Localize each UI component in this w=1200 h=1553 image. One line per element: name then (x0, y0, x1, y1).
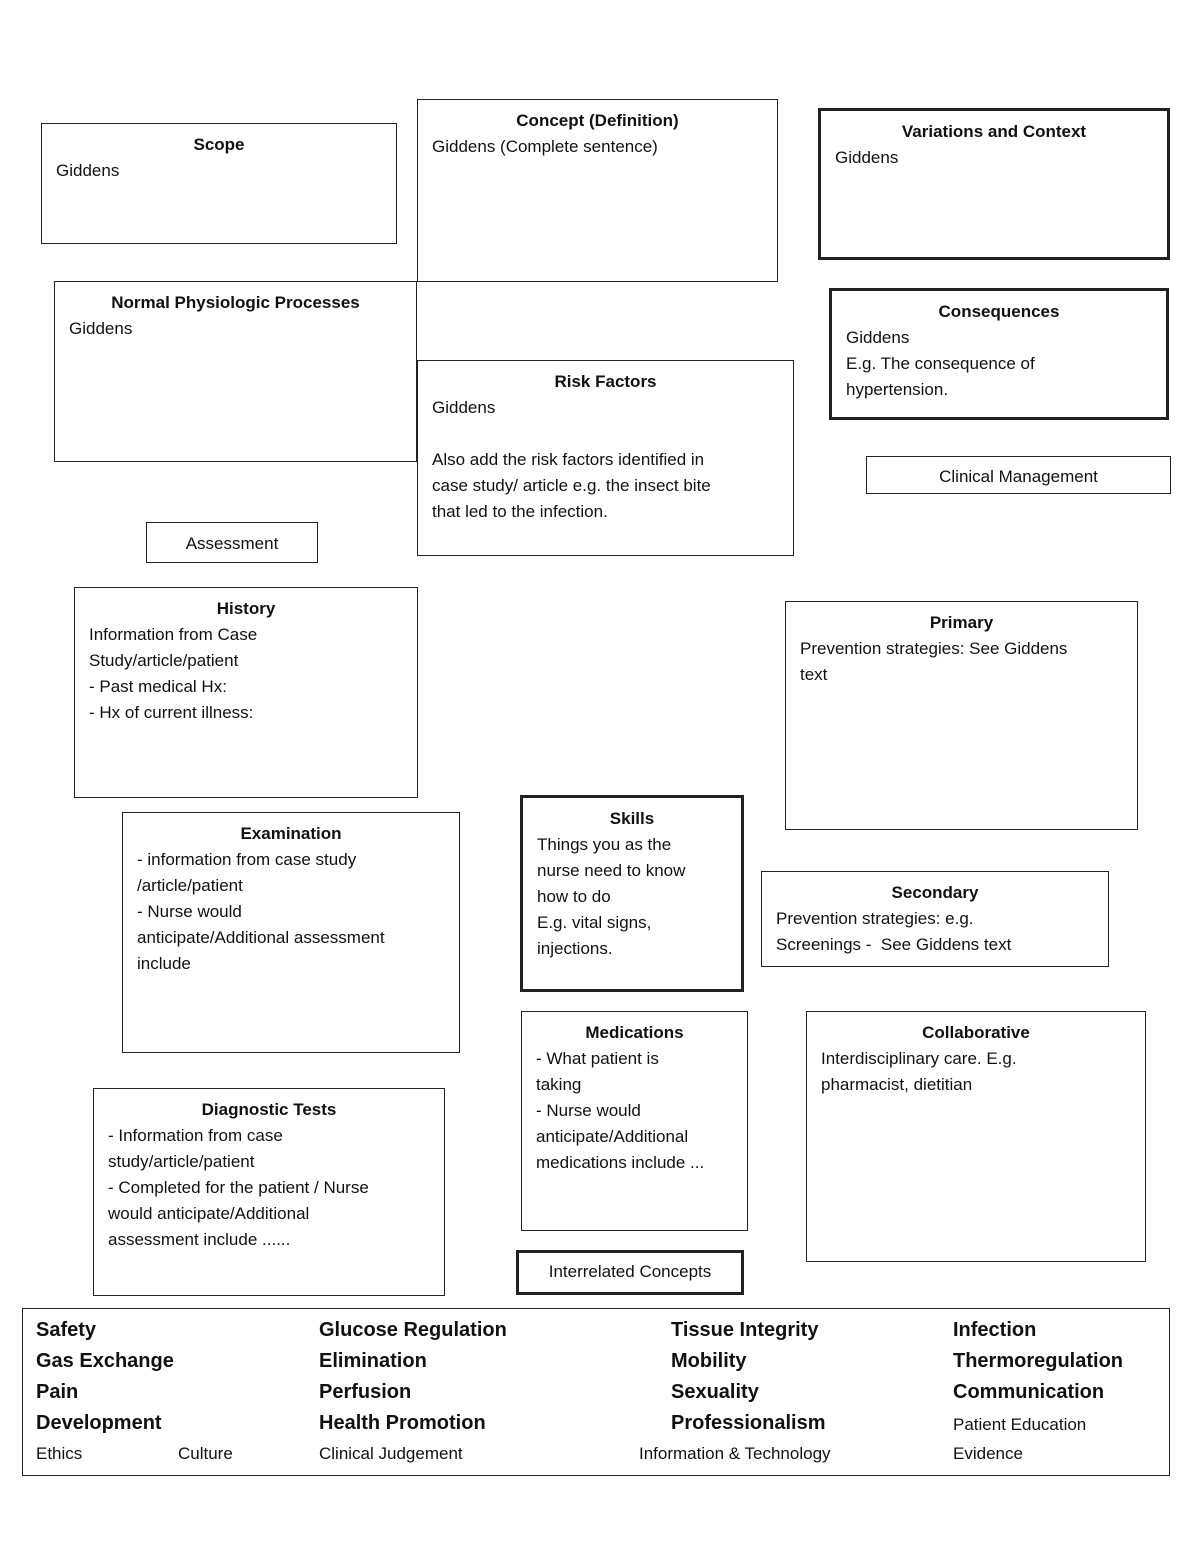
risk-factors-box (417, 360, 794, 556)
consequences-line: Giddens (846, 328, 910, 347)
medications-line: medications include ... (536, 1153, 705, 1172)
variations-box (818, 108, 1170, 260)
collaborative-line: Interdisciplinary care. E.g. (821, 1049, 1017, 1068)
concept-item: Tissue Integrity (671, 1319, 819, 1341)
medications-line: taking (536, 1075, 582, 1094)
variations-title: Variations and Context (901, 122, 1087, 141)
concept-item: Glucose Regulation (319, 1319, 507, 1341)
diagnostic-tests-line: assessment include ...... (108, 1230, 291, 1249)
examination-line: - information from case study (137, 850, 357, 869)
normal-physiologic-title: Normal Physiologic Processes (111, 293, 360, 312)
collaborative-title: Collaborative (922, 1023, 1030, 1042)
interrelated-concepts-list (22, 1308, 1170, 1476)
history-line: - Past medical Hx: (89, 677, 227, 696)
skills-line: how to do (537, 887, 611, 906)
scope-line: Giddens (56, 161, 120, 180)
medications-line: anticipate/Additional (536, 1127, 689, 1146)
history-line: Information from Case (89, 625, 258, 644)
normal-physiologic-box (54, 281, 417, 462)
collaborative-box (806, 1011, 1146, 1262)
risk-factors-line: Giddens (432, 398, 496, 417)
concept-item: Ethics (36, 1444, 83, 1463)
history-box (74, 587, 418, 798)
examination-box (122, 812, 460, 1053)
diagnostic-tests-line: - Information from case (108, 1126, 283, 1145)
examination-line: anticipate/Additional assessment (137, 928, 385, 947)
diagnostic-tests-box (93, 1088, 445, 1296)
diagnostic-tests-line: - Completed for the patient / Nurse (108, 1178, 369, 1197)
primary-line: Prevention strategies: See Giddens (800, 639, 1068, 658)
risk-factors-line: Also add the risk factors identified in (432, 450, 705, 469)
medications-title: Medications (585, 1023, 684, 1042)
risk-factors-line (432, 421, 779, 447)
primary-title: Primary (929, 613, 994, 632)
examination-line: /article/patient (137, 876, 243, 895)
risk-factors-line: that led to the infection. (432, 502, 608, 521)
concept-item: Infection (953, 1319, 1037, 1341)
concept-item: Culture (178, 1444, 233, 1463)
skills-line: E.g. vital signs, (537, 913, 652, 932)
secondary-title: Secondary (891, 883, 979, 902)
concept-line: Giddens (Complete sentence) (432, 137, 658, 156)
history-line: - Hx of current illness: (89, 703, 254, 722)
secondary-box (761, 871, 1109, 967)
skills-line: Things you as the (537, 835, 672, 854)
skills-line: injections. (537, 939, 613, 958)
concept-item: Sexuality (671, 1381, 759, 1403)
concept-item: Development (36, 1412, 162, 1434)
consequences-title: Consequences (938, 302, 1060, 321)
concept-title: Concept (Definition) (516, 111, 679, 130)
concept-item: Safety (36, 1319, 97, 1341)
interrelated-concepts-label: Interrelated Concepts (516, 1250, 744, 1295)
scope-title: Scope (193, 135, 245, 154)
concept-item: Patient Education (953, 1415, 1087, 1434)
diagnostic-tests-title: Diagnostic Tests (201, 1100, 337, 1119)
risk-factors-line: case study/ article e.g. the insect bite (432, 476, 711, 495)
medications-line: - Nurse would (536, 1101, 641, 1120)
medications-line: - What patient is (536, 1049, 659, 1068)
skills-title: Skills (609, 809, 655, 828)
risk-factors-title: Risk Factors (554, 372, 657, 391)
concept-item: Mobility (671, 1350, 747, 1372)
history-line: Study/article/patient (89, 651, 239, 670)
history-title: History (216, 599, 276, 618)
primary-box (785, 601, 1138, 830)
secondary-line: Prevention strategies: e.g. (776, 909, 974, 928)
concept-item: Professionalism (671, 1412, 826, 1434)
primary-line: text (800, 665, 828, 684)
concept-item: Evidence (953, 1444, 1023, 1463)
concept-item: Elimination (319, 1350, 427, 1372)
concept-item: Pain (36, 1381, 79, 1403)
consequences-box (829, 288, 1169, 420)
concept-item: Gas Exchange (36, 1350, 174, 1372)
examination-line: - Nurse would (137, 902, 242, 921)
consequences-line: E.g. The consequence of (846, 354, 1035, 373)
examination-line: include (137, 954, 191, 973)
medications-box (521, 1011, 748, 1231)
concept-box (417, 99, 778, 282)
concept-item: Clinical Judgement (319, 1444, 463, 1463)
scope-box (41, 123, 397, 244)
normal-physiologic-line: Giddens (69, 319, 133, 338)
concept-item: Thermoregulation (953, 1350, 1124, 1372)
skills-line: nurse need to know (537, 861, 686, 880)
skills-box (520, 795, 744, 992)
variations-line: Giddens (835, 148, 899, 167)
secondary-line: Screenings - See Giddens text (776, 935, 1012, 954)
concept-item: Communication (953, 1381, 1105, 1403)
diagnostic-tests-line: would anticipate/Additional (108, 1204, 310, 1223)
clinical-management-label: Clinical Management (866, 456, 1171, 494)
assessment-label: Assessment (146, 522, 318, 563)
consequences-line: hypertension. (846, 380, 949, 399)
collaborative-line: pharmacist, dietitian (821, 1075, 973, 1094)
examination-title: Examination (240, 824, 342, 843)
concept-item: Perfusion (319, 1381, 412, 1403)
diagnostic-tests-line: study/article/patient (108, 1152, 255, 1171)
concept-item: Health Promotion (319, 1412, 486, 1434)
concept-item: Information & Technology (639, 1444, 831, 1463)
